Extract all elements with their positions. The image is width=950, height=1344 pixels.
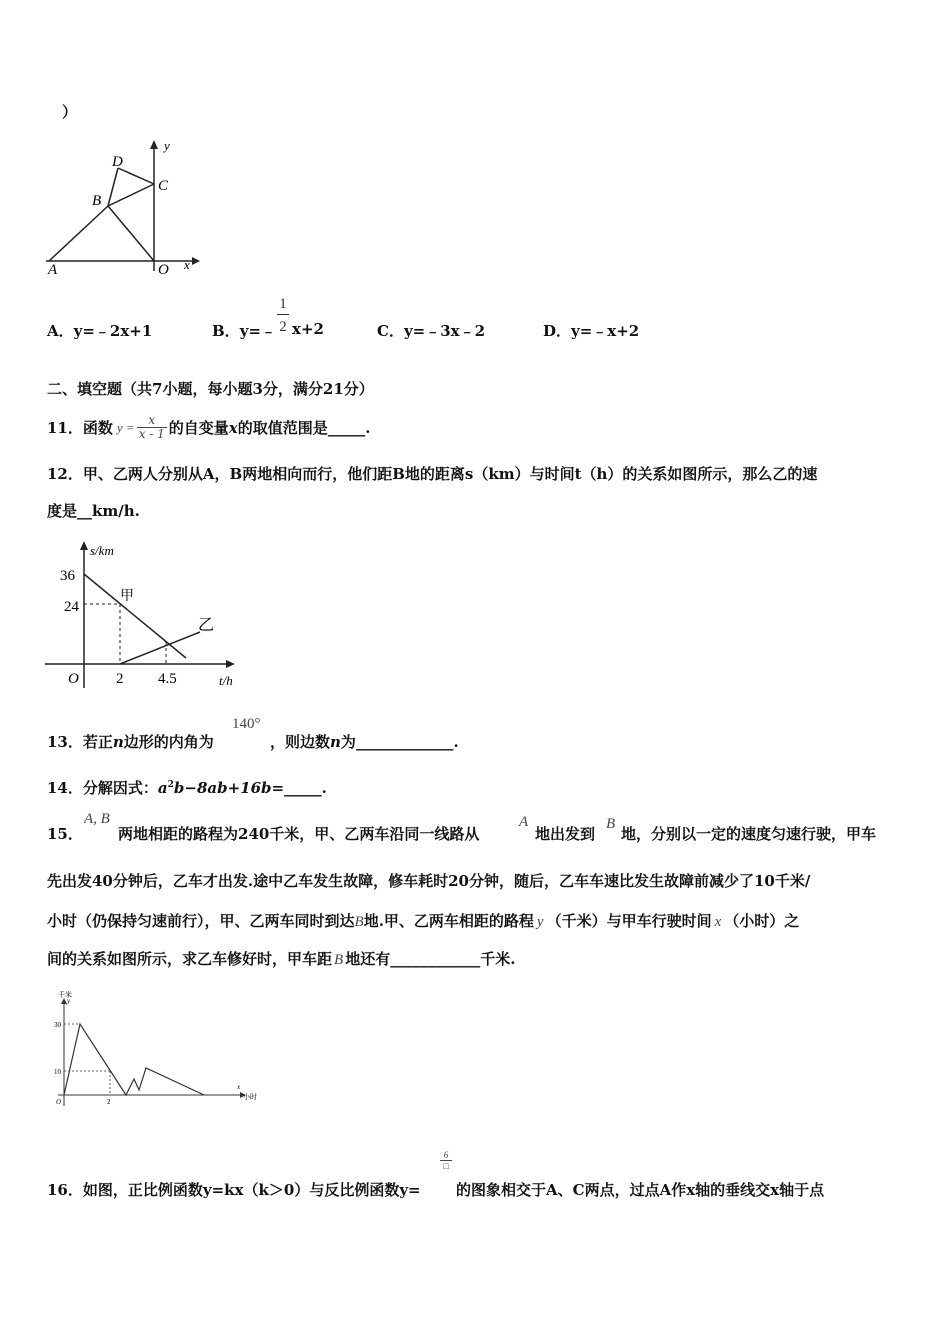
frac-denominator: x - 1 — [138, 427, 165, 441]
q11-text-b: 的取值范围是 — [237, 419, 328, 437]
line-bc — [108, 184, 154, 206]
question-number: 16． — [47, 1181, 83, 1199]
frac-denominator: 2 — [279, 319, 287, 335]
distance-polyline — [64, 1024, 204, 1095]
x-axis-label: t/h — [219, 673, 233, 688]
q14-expr-a: a — [157, 779, 168, 797]
q13-text-pre: 若正 — [82, 733, 113, 751]
option-letter: B． — [212, 322, 240, 340]
answer-blank[interactable]: _____________ — [355, 733, 454, 751]
q12-line1: 12．甲、乙两人分别从A，B两地相向而行，他们距B地的距离s（km）与时间t（h）的关系如图所示，那么乙的速 — [47, 465, 818, 483]
q15-line1-b: 地出发到 — [535, 825, 596, 843]
option-text-pre: y=﹣ — [239, 322, 276, 340]
origin-label: O — [68, 671, 79, 687]
q11-fraction — [137, 414, 167, 441]
q10-option-c — [377, 320, 485, 341]
q15-line3-c: （千米）与甲车行驶时间 — [546, 912, 712, 930]
q15-line2: 先出发40分钟后，乙车才出发.途中乙车发生故障，修车耗时20分钟，随后，乙车车速比发生故障前减少了10千米/ — [47, 872, 811, 890]
q15-line3-b: 地.甲、乙两车相距的路程 — [363, 912, 534, 930]
y-axis-label: s/km — [90, 543, 114, 558]
label-y: y — [164, 138, 170, 153]
q16-line-b: 的图象相交于A、C两点，过点A作x轴的垂线交x轴于点 — [456, 1181, 825, 1199]
option-letter: A． — [47, 322, 74, 340]
formula-lhs: y = — [116, 419, 135, 435]
line-bo — [108, 206, 154, 261]
y-unit: 千米 — [58, 991, 72, 999]
q14-expr-b: b−8ab+16b= — [173, 779, 285, 797]
q13 — [47, 731, 214, 752]
line-ab — [49, 206, 108, 261]
q15-line4 — [47, 948, 515, 969]
q15-line1-c: 地，分别以一定的速度匀速行驶，甲车 — [621, 825, 877, 843]
origin-label: O — [56, 1098, 62, 1106]
option-text: y=﹣3x﹣2 — [403, 322, 486, 340]
q13-rest — [270, 731, 459, 752]
tick-2: 2 — [107, 1098, 111, 1106]
line-bd — [108, 168, 118, 206]
section-heading: 二、填空题（共7小题，每小题3分，满分21分） — [47, 380, 374, 398]
label-a: A — [48, 262, 58, 276]
option-letter: C． — [377, 322, 404, 340]
q14-end: . — [321, 779, 327, 797]
q10-option-a — [47, 320, 152, 341]
q15-line4-c: 千米. — [480, 950, 516, 968]
q13-text-mid: 边形的内角为 — [123, 733, 214, 751]
q13-text-a: ，则边数 — [270, 733, 331, 751]
q15-line1-a: 两地相距的路程为240千米，甲、乙两车沿同一线路从 — [118, 825, 480, 843]
frac-numerator: 1 — [279, 296, 287, 312]
label-b: B — [92, 193, 102, 209]
q10-close-paren: ） — [62, 103, 78, 121]
q15-line3 — [47, 910, 799, 931]
q10-figure — [44, 136, 204, 276]
q15-A: A — [519, 814, 529, 830]
q15-line3-a: 小时（仍保持匀速前行），甲、乙两车同时到达 — [47, 912, 355, 930]
frac-denominator: □ — [443, 1161, 449, 1171]
x-var: x — [237, 1083, 241, 1091]
question-number: 13． — [47, 733, 83, 751]
tick-10: 10 — [54, 1068, 61, 1076]
q15-ab: A, B — [84, 811, 110, 827]
q12-line2: 度是__km/h. — [47, 502, 140, 520]
q10-option-d — [543, 320, 639, 341]
answer-blank[interactable]: ____________ — [390, 950, 481, 968]
answer-blank[interactable]: _____ — [284, 779, 322, 797]
q16-text-a: 如图，正比例函数y=kx（k＞0）与反比例函数y= — [82, 1181, 421, 1199]
question-number: 11． — [47, 419, 83, 437]
y-axis-arrow — [150, 140, 158, 149]
x-unit: 小时 — [243, 1093, 257, 1101]
q14-expr-sup: 2 — [167, 780, 174, 790]
x-axis-arrow — [192, 257, 200, 265]
y-var: y — [67, 997, 71, 1005]
q11 — [47, 414, 371, 441]
tick-30: 30 — [54, 1021, 61, 1029]
q12-graph — [42, 538, 252, 693]
option-text: y=﹣x+2 — [571, 322, 640, 340]
q10-option-b-post: x+2 — [292, 320, 324, 338]
q11-var: x — [228, 418, 238, 437]
q13-text-b: 为 — [340, 733, 356, 751]
q15-num: 15． — [47, 825, 83, 843]
label-c: C — [158, 178, 169, 194]
tick-2: 2 — [116, 671, 124, 687]
tick-36: 36 — [60, 568, 75, 584]
q15-x: x — [714, 914, 722, 930]
q14 — [47, 777, 327, 798]
label-yi: 乙 — [198, 617, 215, 634]
q13-angle: 140° — [232, 716, 261, 732]
label-x: x — [184, 257, 190, 272]
q15-B2: B — [354, 914, 364, 930]
q15-B: B — [606, 816, 616, 832]
q14-text-pre: 分解因式： — [82, 779, 158, 797]
option-text: y=﹣2x+1 — [73, 322, 153, 340]
q15-line3-d: （小时）之 — [724, 912, 800, 930]
label-o: O — [158, 262, 169, 276]
q11-text-pre: 函数 — [82, 419, 113, 437]
x-axis-arrow — [226, 660, 235, 668]
q16-fraction — [440, 1150, 452, 1171]
series-jia-line — [84, 574, 186, 658]
q10-option-b-frac — [275, 296, 291, 336]
option-letter: D． — [543, 322, 572, 340]
q13-end: . — [453, 733, 459, 751]
q15-y: y — [536, 914, 544, 930]
q15-line4-a: 间的关系如图所示，求乙车修好时，甲车距 — [47, 950, 333, 968]
frac-numerator: x — [137, 414, 167, 428]
y-axis-arrow — [80, 541, 88, 550]
label-d: D — [112, 154, 123, 170]
q15-B3: B — [334, 952, 344, 968]
q11-end: . — [365, 418, 371, 437]
line-dc — [118, 168, 154, 184]
q10-option-b — [212, 320, 276, 341]
tick-24: 24 — [64, 599, 79, 615]
answer-blank[interactable]: _____ — [327, 418, 366, 437]
q15-graph — [42, 986, 272, 1111]
question-number: 14． — [47, 779, 83, 797]
q13-var2: n — [330, 733, 341, 751]
q13-var: n — [112, 733, 124, 751]
label-jia: 甲 — [120, 589, 134, 604]
q15-line4-b: 地还有 — [345, 950, 391, 968]
tick-4-5: 4.5 — [158, 671, 177, 687]
frac-numerator: 6 — [443, 1150, 449, 1160]
q16-line-a — [47, 1179, 421, 1200]
q11-text-a: 的自变量 — [168, 419, 229, 437]
